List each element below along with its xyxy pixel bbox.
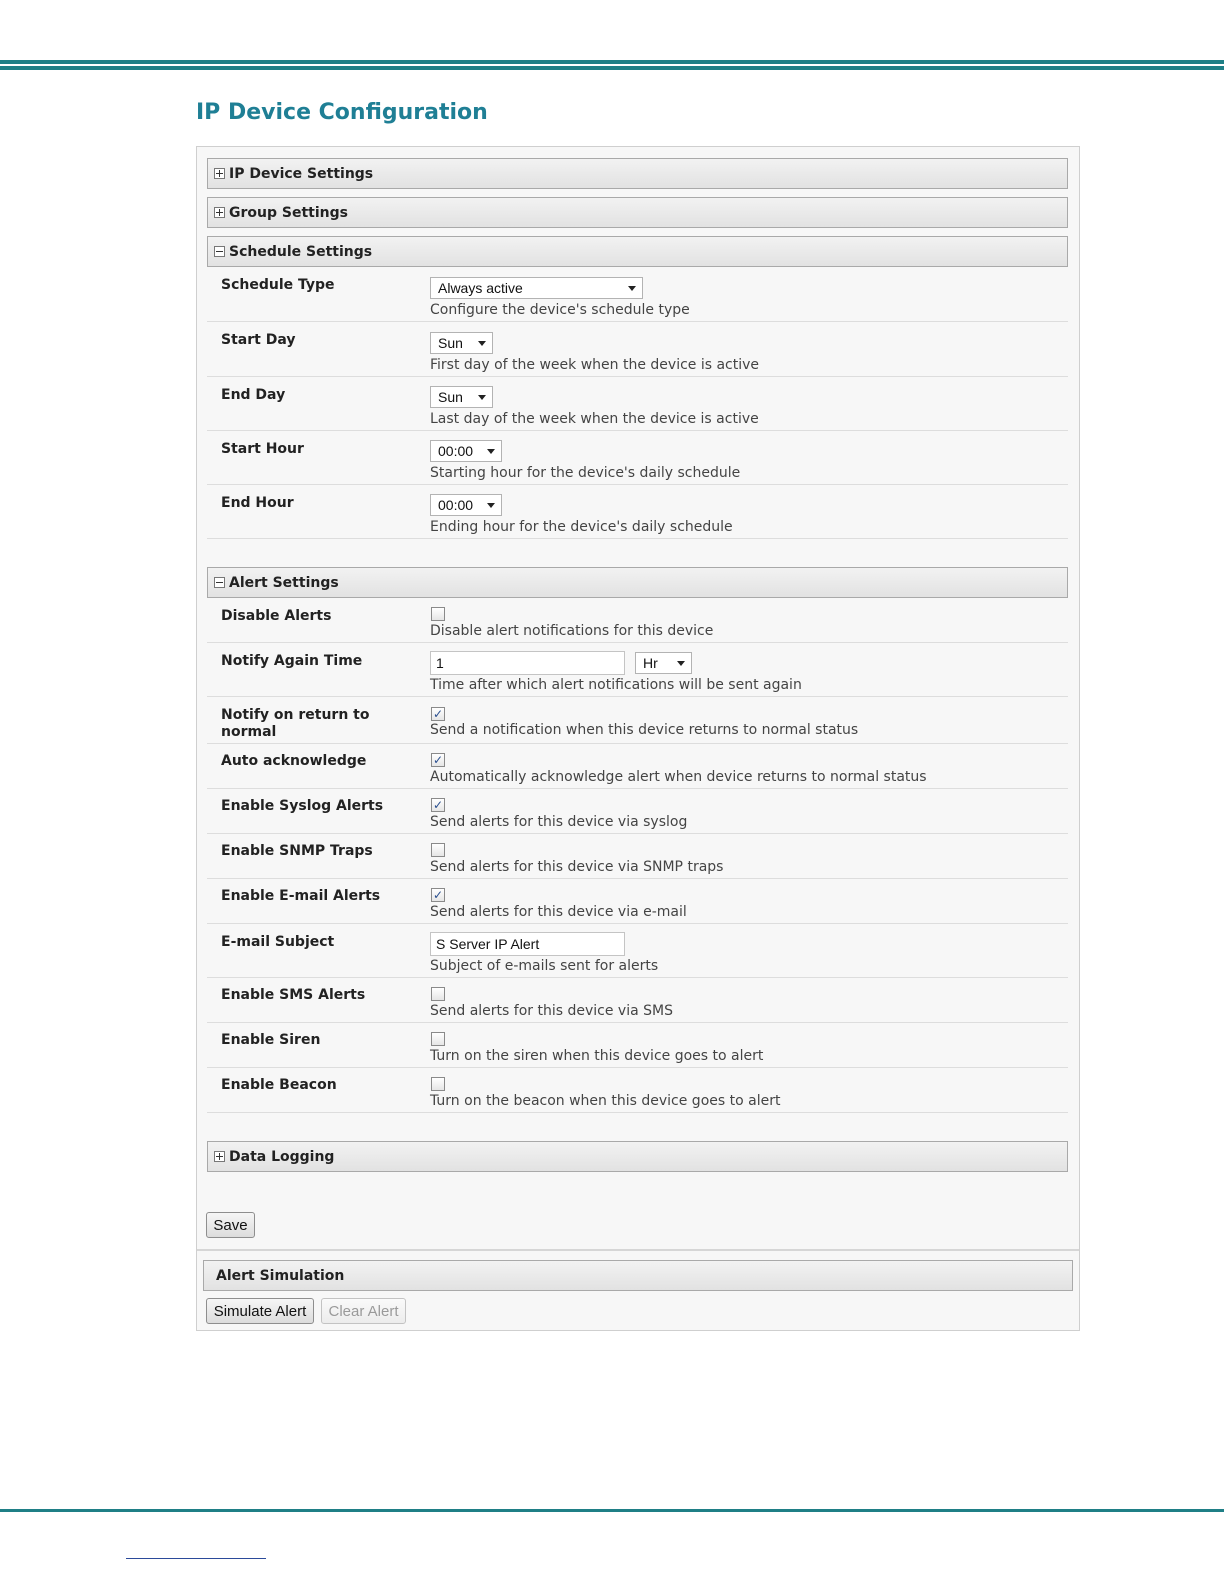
row-auto-acknowledge <box>207 744 1068 789</box>
divider <box>197 1249 1079 1251</box>
field-label: Start Hour <box>221 441 304 457</box>
footer-link-underline <box>126 1558 266 1559</box>
select-value: 00:00 <box>438 497 474 513</box>
field-label: End Hour <box>221 495 294 511</box>
field-description: First day of the week when the device is active <box>430 357 760 373</box>
field-description: Last day of the week when the device is active <box>430 411 759 427</box>
minus-box-icon[interactable] <box>214 577 225 588</box>
caret-down-icon <box>487 503 495 508</box>
caret-down-icon <box>677 661 685 666</box>
field-description: Disable alert notifications for this device <box>430 623 714 639</box>
field-label: Start Day <box>221 332 296 348</box>
start-hour-select[interactable] <box>430 440 502 462</box>
siren-checkbox[interactable] <box>431 1032 445 1046</box>
plus-box-icon[interactable] <box>214 168 225 179</box>
field-description: Ending hour for the device's daily schedule <box>430 519 733 535</box>
select-value: 00:00 <box>438 443 474 459</box>
field-label: Notify on return to normal <box>221 707 370 740</box>
page-title: IP Device Configuration <box>196 100 488 125</box>
caret-down-icon <box>628 286 636 291</box>
section-label: Schedule Settings <box>229 243 373 260</box>
field-label: Enable SMS Alerts <box>221 987 366 1003</box>
field-label: Enable Siren <box>221 1032 321 1048</box>
notify-return-checkbox[interactable]: ✓ <box>432 707 444 721</box>
row-end-day <box>207 377 1068 431</box>
caret-down-icon <box>478 395 486 400</box>
notify-again-input[interactable]: 1 <box>430 651 625 675</box>
field-label: Notify Again Time <box>221 653 363 669</box>
plus-box-icon[interactable] <box>214 1151 225 1162</box>
field-description: Send alerts for this device via syslog <box>430 814 688 830</box>
field-description: Starting hour for the device's daily schedule <box>430 465 741 481</box>
field-description: Send alerts for this device via SMS <box>430 1003 673 1019</box>
row-email-subject <box>207 924 1068 978</box>
field-description: Configure the device's schedule type <box>430 302 690 318</box>
plus-box-icon[interactable] <box>214 207 225 218</box>
start-day-select[interactable] <box>430 332 493 354</box>
section-alert-settings[interactable] <box>207 567 1068 598</box>
top-rule <box>0 60 1224 70</box>
row-sms <box>207 978 1068 1023</box>
caret-down-icon <box>487 449 495 454</box>
syslog-checkbox[interactable]: ✓ <box>432 798 444 812</box>
config-panel <box>196 146 1080 1331</box>
save-button[interactable]: Save <box>206 1212 255 1238</box>
field-description: Send alerts for this device via e-mail <box>430 904 687 920</box>
section-label: Alert Simulation <box>216 1267 345 1284</box>
row-siren <box>207 1023 1068 1068</box>
email-checkbox[interactable]: ✓ <box>432 888 444 902</box>
end-day-select[interactable] <box>430 386 493 408</box>
end-hour-select[interactable] <box>430 494 502 516</box>
section-label: Data Logging <box>229 1148 335 1165</box>
field-description: Send a notification when this device returns to normal status <box>430 722 859 738</box>
field-description: Send alerts for this device via SNMP traps <box>430 859 724 875</box>
disable-alerts-checkbox[interactable] <box>431 607 445 621</box>
row-notify-again-time <box>207 643 1068 697</box>
email-subject-input[interactable]: S Server IP Alert <box>430 932 625 956</box>
beacon-checkbox[interactable] <box>431 1077 445 1091</box>
field-description: Subject of e-mails sent for alerts <box>430 958 659 974</box>
select-value: Always active <box>438 280 523 296</box>
row-email <box>207 879 1068 924</box>
minus-box-icon[interactable] <box>214 246 225 257</box>
row-beacon <box>207 1068 1068 1113</box>
simulate-alert-button[interactable]: Simulate Alert <box>206 1298 314 1324</box>
row-disable-alerts <box>207 602 1068 643</box>
field-label: End Day <box>221 387 286 403</box>
section-label: Group Settings <box>229 204 348 221</box>
field-label: E-mail Subject <box>221 934 335 950</box>
snmp-checkbox[interactable] <box>431 843 445 857</box>
field-label: Schedule Type <box>221 277 335 293</box>
select-value: Hr <box>643 655 658 671</box>
field-description: Automatically acknowledge alert when device returns to normal status <box>430 769 927 785</box>
field-description: Time after which alert notifications will be sent again <box>430 677 802 693</box>
row-schedule-type <box>207 271 1068 322</box>
select-value: Sun <box>438 335 463 351</box>
field-label: Enable SNMP Traps <box>221 843 373 859</box>
notify-again-unit-select[interactable] <box>635 652 692 674</box>
row-start-hour <box>207 431 1068 485</box>
caret-down-icon <box>478 341 486 346</box>
auto-acknowledge-checkbox[interactable]: ✓ <box>432 753 444 767</box>
row-end-hour <box>207 485 1068 539</box>
section-label: IP Device Settings <box>229 165 374 182</box>
row-snmp <box>207 834 1068 879</box>
section-schedule-settings[interactable] <box>207 236 1068 267</box>
section-data-logging[interactable] <box>207 1141 1068 1172</box>
field-description: Turn on the beacon when this device goes to alert <box>430 1093 781 1109</box>
field-label: Enable E-mail Alerts <box>221 888 381 904</box>
field-label: Enable Beacon <box>221 1077 337 1093</box>
row-notify-return <box>207 697 1068 744</box>
schedule-type-select[interactable] <box>430 277 643 299</box>
section-ip-device-settings[interactable] <box>207 158 1068 189</box>
section-alert-simulation <box>203 1260 1073 1291</box>
field-label: Auto acknowledge <box>221 753 367 769</box>
row-syslog <box>207 789 1068 834</box>
select-value: Sun <box>438 389 463 405</box>
clear-alert-button[interactable]: Clear Alert <box>321 1298 406 1324</box>
sms-checkbox[interactable] <box>431 987 445 1001</box>
bottom-rule <box>0 1509 1224 1512</box>
row-start-day <box>207 322 1068 377</box>
field-label: Disable Alerts <box>221 608 332 624</box>
field-label: Enable Syslog Alerts <box>221 798 384 814</box>
section-group-settings[interactable] <box>207 197 1068 228</box>
section-label: Alert Settings <box>229 574 339 591</box>
field-description: Turn on the siren when this device goes to alert <box>430 1048 764 1064</box>
